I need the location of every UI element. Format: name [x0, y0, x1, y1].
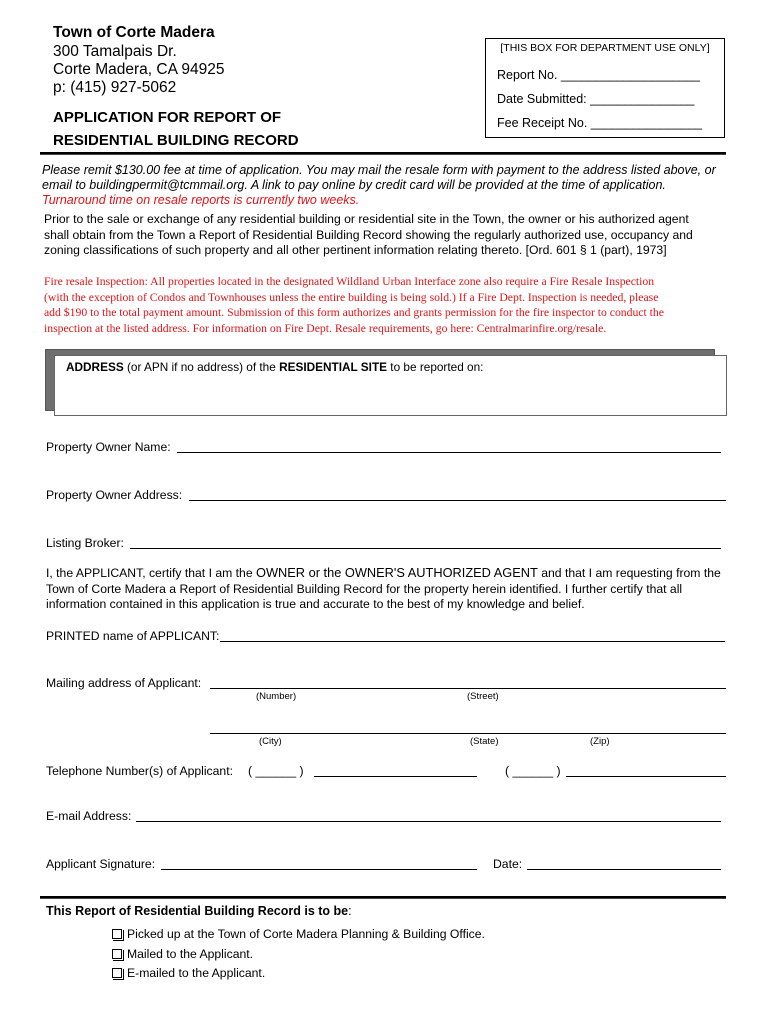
signature-line[interactable]: [161, 869, 477, 870]
certify-start: I, the APPLICANT, certify that I am the: [46, 566, 256, 580]
fire-line-1: Fire resale Inspection: All properties located in the designated Wildland Urban Interface zone also require a Fire Resale Inspection: [44, 275, 655, 288]
report-no-field: Report No. ____________________: [497, 68, 700, 82]
fee-receipt-field: Fee Receipt No. ________________: [497, 116, 703, 130]
phone-area-code-2[interactable]: ( ______ ): [505, 764, 561, 778]
address-label-end: to be reported on:: [387, 360, 484, 374]
option-pickup-label: Picked up at the Town of Corte Madera Planning & Building Office.: [127, 927, 485, 941]
printed-name-line[interactable]: [220, 641, 725, 642]
owner-name-line[interactable]: [177, 452, 721, 453]
state-caption: (State): [470, 736, 499, 747]
address-input-box[interactable]: [54, 355, 727, 416]
address-label-mid: (or APN if no address) of the: [123, 360, 280, 374]
prior-line-1: Prior to the sale or exchange of any residential building or residential site in the Town, the owner or his authorized agent: [44, 212, 689, 226]
checkbox-icon[interactable]: [112, 968, 122, 978]
certify-line-3: information contained in this application is true and accurate to the best of my knowledge and belief.: [46, 597, 585, 611]
address-label-bold: ADDRESS: [66, 360, 124, 374]
owner-address-line[interactable]: [189, 500, 726, 501]
department-box-caption: [THIS BOX FOR DEPARTMENT USE ONLY]: [500, 42, 710, 54]
listing-broker-line[interactable]: [130, 548, 721, 549]
town-name: Town of Corte Madera: [53, 24, 215, 41]
certify-line-1: [46, 565, 736, 582]
header-divider: [40, 152, 726, 155]
option-email[interactable]: [112, 966, 265, 980]
signature-label: Applicant Signature:: [46, 857, 156, 871]
form-title-line1: APPLICATION FOR REPORT OF: [53, 109, 282, 126]
number-caption: (Number): [256, 691, 297, 702]
option-email-label: E-mailed to the Applicant.: [127, 966, 266, 980]
option-mail[interactable]: [112, 947, 253, 961]
street-caption: (Street): [467, 691, 499, 702]
certification-paragraph: [46, 565, 736, 613]
fire-line-4: inspection at the listed address. For information on Fire Dept. Resale requirements, go here: Centralmarinfire.org/resale.: [44, 321, 607, 335]
date-line[interactable]: [527, 869, 721, 870]
zip-caption: (Zip): [590, 736, 610, 747]
phone-area-code-1[interactable]: ( ______ ): [248, 764, 304, 778]
owner-name-label: Property Owner Name:: [46, 440, 171, 454]
prior-line-2: shall obtain from the Town a Report of Residential Building Record showing the regularly authorized use, occupancy and: [44, 227, 693, 242]
certify-end: and that I am requesting from the: [537, 566, 721, 580]
address-box-label: [66, 360, 483, 374]
prior-to-sale-paragraph: [44, 212, 734, 259]
fire-resale-paragraph: [44, 274, 734, 336]
phone-number-line-1[interactable]: [314, 776, 477, 777]
remit-line-2: email to buildingpermit@tcmmail.org. A link to pay online by credit card will be provided at the time of application.: [42, 178, 666, 192]
date-label: Date:: [493, 857, 523, 871]
email-line[interactable]: [136, 821, 721, 822]
mailing-street-line[interactable]: [210, 688, 726, 689]
option-mail-label: Mailed to the Applicant.: [127, 947, 254, 961]
turnaround-note: Turnaround time on resale reports is currently two weeks.: [42, 193, 360, 207]
fire-line-3: add $190 to the total payment amount. Submission of this form authorizes and grants permission for the fire inspector to conduct the: [44, 306, 664, 319]
certify-line-2: Town of Corte Madera a Report of Residential Building Record for the property herein identified. I further certify that all: [46, 581, 683, 596]
telephone-label: Telephone Number(s) of Applicant:: [46, 764, 233, 778]
option-pickup[interactable]: [112, 927, 485, 941]
delivery-heading-colon: :: [348, 904, 352, 918]
listing-broker-label: Listing Broker:: [46, 536, 124, 550]
checkbox-icon[interactable]: [112, 929, 122, 939]
printed-name-label: PRINTED name of APPLICANT:: [46, 629, 220, 643]
mailing-city-line[interactable]: [210, 733, 726, 734]
form-title-line2: RESIDENTIAL BUILDING RECORD: [53, 132, 299, 149]
date-submitted-field: Date Submitted: _______________: [497, 92, 695, 106]
delivery-heading: [46, 904, 352, 918]
phone-number-line-2[interactable]: [566, 776, 726, 777]
department-use-box: [485, 38, 725, 138]
remit-line-1: Please remit $130.00 fee at time of application. You may mail the resale form with payment to the address listed above, or: [42, 163, 716, 177]
town-city-line: Corte Madera, CA 94925: [53, 61, 225, 78]
footer-divider: [40, 896, 726, 899]
checkbox-icon[interactable]: [112, 949, 122, 959]
fire-line-2: (with the exception of Condos and Townhouses unless the entire building is being sold.) If a Fire Dept. Inspection is needed, please: [44, 290, 659, 304]
owner-address-label: Property Owner Address:: [46, 488, 183, 502]
city-caption: (City): [259, 736, 282, 747]
remit-note: [42, 163, 742, 208]
email-label: E-mail Address:: [46, 809, 132, 823]
town-street: 300 Tamalpais Dr.: [53, 43, 177, 60]
prior-line-3: zoning classifications of such property and all other pertinent information relating thereto. [Ord. 601 § 1 (part), 1973]: [44, 243, 667, 257]
residential-site-bold: RESIDENTIAL SITE: [279, 360, 388, 374]
delivery-heading-text: This Report of Residential Building Record is to be: [46, 904, 349, 918]
certify-owner-emph: OWNER or the OWNER'S AUTHORIZED AGENT: [255, 565, 538, 580]
mailing-address-label: Mailing address of Applicant:: [46, 676, 202, 690]
town-phone: p: (415) 927-5062: [53, 79, 177, 96]
